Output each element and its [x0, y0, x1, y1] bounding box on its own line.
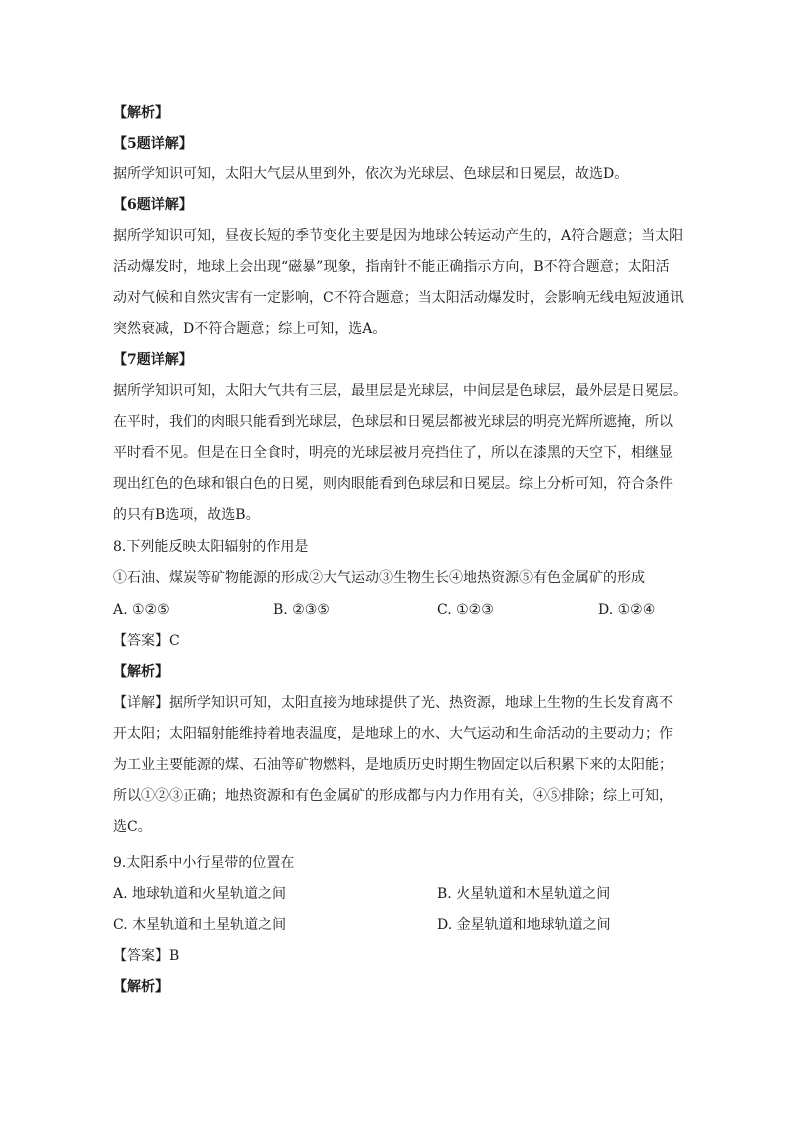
q9-answer: 【答案】B [113, 948, 180, 964]
q7-detail-line: 现出红色的色球和银白色的日冕，则肉眼能看到色球层和日冕层。综上分析可知，符合条件 [113, 476, 673, 492]
q7-detail-line: 的只有B选项，故选B。 [113, 507, 260, 523]
q6-detail-line: 突然衰减，D不符合题意；综上可知，选A。 [113, 321, 387, 337]
q5-detail-text: 据所学知识可知，太阳大气层从里到外，依次为光球层、色球层和日冕层，故选D。 [113, 166, 629, 182]
q8-detail-line: 所以①②③正确；地热资源和有色金属矿的形成都与内力作用有关，④⑤排除；综上可知， [113, 788, 673, 804]
q7-detail-header: 【7题详解】 [113, 352, 193, 368]
q9-option-d: D. 金星轨道和地球轨道之间 [437, 917, 611, 933]
q8-option-a: A. ①②⑤ [113, 602, 170, 618]
q8-stem: 8.下列能反映太阳辐射的作用是 [113, 539, 309, 555]
q6-detail-header: 【6题详解】 [113, 197, 193, 213]
q8-option-c: C. ①②③ [437, 602, 494, 618]
q8-option-d: D. ①②④ [598, 602, 656, 618]
analysis-label: 【解析】 [113, 664, 169, 680]
q9-option-c: C. 木星轨道和土星轨道之间 [113, 917, 287, 933]
q8-detail-line: 开太阳；太阳辐射能维持着地表温度，是地球上的水、大气运动和生命活动的主要动力；作 [113, 726, 673, 742]
q6-detail-line: 据所学知识可知，昼夜长短的季节变化主要是因为地球公转运动产生的，A符合题意；当太阳 [113, 228, 684, 244]
q7-detail-line: 在平时，我们的肉眼只能看到光球层，色球层和日冕层都被光球层的明亮光辉所遮掩，所以 [113, 414, 673, 430]
analysis-label: 【解析】 [113, 979, 169, 995]
q8-detail-line: 为工业主要能源的煤、石油等矿物燃料，是地质历史时期生物固定以后积累下来的太阳能； [113, 757, 673, 773]
q7-detail-line: 据所学知识可知，太阳大气共有三层，最里层是光球层，中间层是色球层，最外层是日冕层。 [113, 383, 687, 399]
q8-items: ①石油、煤炭等矿物能源的形成②大气运动③生物生长④地热资源⑤有色金属矿的形成 [113, 570, 645, 586]
q5-detail-header: 【5题详解】 [113, 136, 193, 152]
q6-detail-line: 活动爆发时，地球上会出现“磁暴”现象，指南针不能正确指示方向，B不符合题意；太阳活 [113, 259, 670, 275]
analysis-label: 【解析】 [113, 105, 169, 121]
q9-option-b: B. 火星轨道和木星轨道之间 [437, 886, 611, 902]
q8-detail-line: 【详解】据所学知识可知，太阳直接为地球提供了光、热资源，地球上生物的生长发育离不 [113, 695, 673, 711]
q9-stem: 9.太阳系中小行星带的位置在 [113, 855, 295, 871]
q6-detail-line: 动对气候和自然灾害有一定影响，C不符合题意；当太阳活动爆发时，会影响无线电短波通讯 [113, 290, 684, 306]
q8-answer: 【答案】C [113, 633, 180, 649]
q7-detail-line: 平时看不见。但是在日全食时，明亮的光球层被月亮挡住了，所以在漆黑的天空下，相继显 [113, 445, 673, 461]
q8-option-b: B. ②③⑤ [273, 602, 330, 618]
q9-option-a: A. 地球轨道和火星轨道之间 [113, 886, 287, 902]
q8-detail-line: 选C。 [113, 819, 152, 835]
